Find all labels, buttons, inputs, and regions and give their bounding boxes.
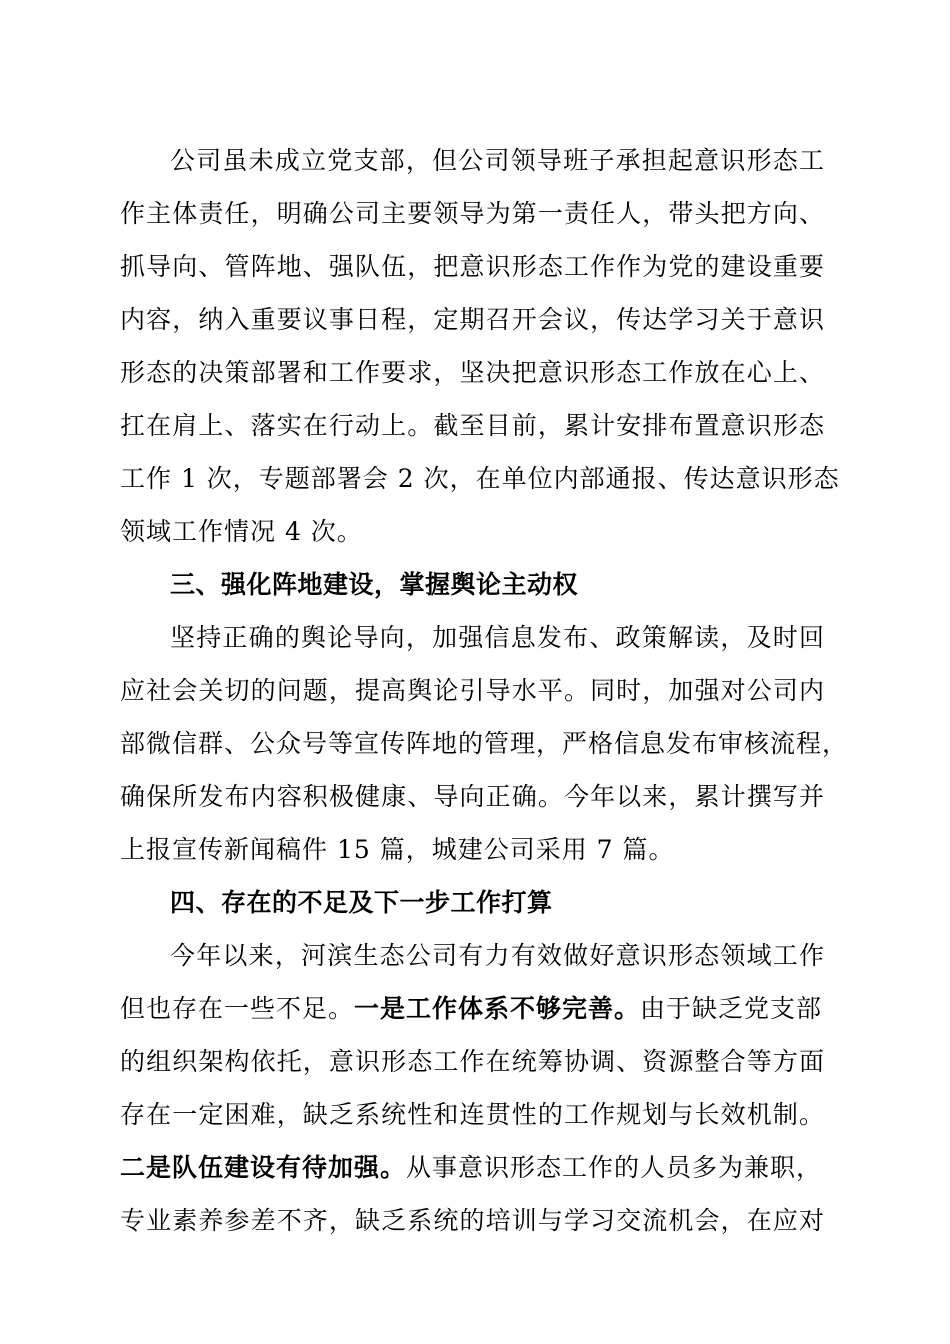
- paragraph-line: 应社会关切的问题，提高舆论引导水平。同时，加强对公司内: [120, 676, 825, 705]
- paragraph-line: 工作 1 次，专题部署会 2 次，在单位内部通报、传达意识形态: [120, 464, 840, 493]
- paragraph-line: [120, 1150, 825, 1186]
- paragraph-line: 存在一定困难，缺乏系统性和连贯性的工作规划与长效机制。: [120, 1100, 825, 1129]
- paragraph-line: 的组织架构依托，意识形态工作在统筹协调、资源整合等方面: [120, 1047, 825, 1076]
- paragraph-line: 扛在肩上、落实在行动上。截至目前，累计安排布置意识形态: [120, 411, 825, 440]
- paragraph-line: 部微信群、公众号等宣传阵地的管理，严格信息发布审核流程，: [120, 729, 849, 758]
- bold-text-run: 二是队伍建设有待加强。: [120, 1153, 407, 1182]
- paragraph-line: 专业素养参差不齐，缺乏系统的培训与学习交流机会，在应对: [120, 1206, 825, 1235]
- paragraph-line: 今年以来，河滨生态公司有力有效做好意识形态领域工作: [170, 941, 825, 970]
- bold-text-run: 一是工作体系不够完善。: [354, 994, 641, 1023]
- paragraph-line: 确保所发布内容积极健康、导向正确。今年以来，累计撰写并: [120, 782, 825, 811]
- paragraph-line: 作主体责任，明确公司主要领导为第一责任人，带头把方向、: [120, 199, 825, 228]
- paragraph-line: 领域工作情况 4 次。: [120, 517, 363, 546]
- section-heading-4: 四、存在的不足及下一步工作打算: [170, 888, 553, 917]
- paragraph-line: 坚持正确的舆论导向，加强信息发布、政策解读，及时回: [170, 623, 825, 652]
- paragraph-line: 上报宣传新闻稿件 15 篇，城建公司采用 7 篇。: [120, 835, 675, 864]
- paragraph-line: 公司虽未成立党支部，但公司领导班子承担起意识形态工: [170, 146, 825, 175]
- paragraph-line: 抓导向、管阵地、强队伍，把意识形态工作作为党的建设重要: [120, 252, 825, 281]
- section-heading-3: 三、强化阵地建设，掌握舆论主动权: [170, 570, 579, 599]
- text-run: 从事意识形态工作的人员多为兼职，: [406, 1153, 823, 1182]
- paragraph-line: [120, 991, 825, 1027]
- paragraph-line: 形态的决策部署和工作要求，坚决把意识形态工作放在心上、: [120, 358, 825, 387]
- paragraph-line: 内容，纳入重要议事日程，定期召开会议，传达学习关于意识: [120, 305, 825, 334]
- text-run: 但也存在一些不足。: [120, 994, 355, 1023]
- text-run: 由于缺乏党支部: [640, 994, 823, 1023]
